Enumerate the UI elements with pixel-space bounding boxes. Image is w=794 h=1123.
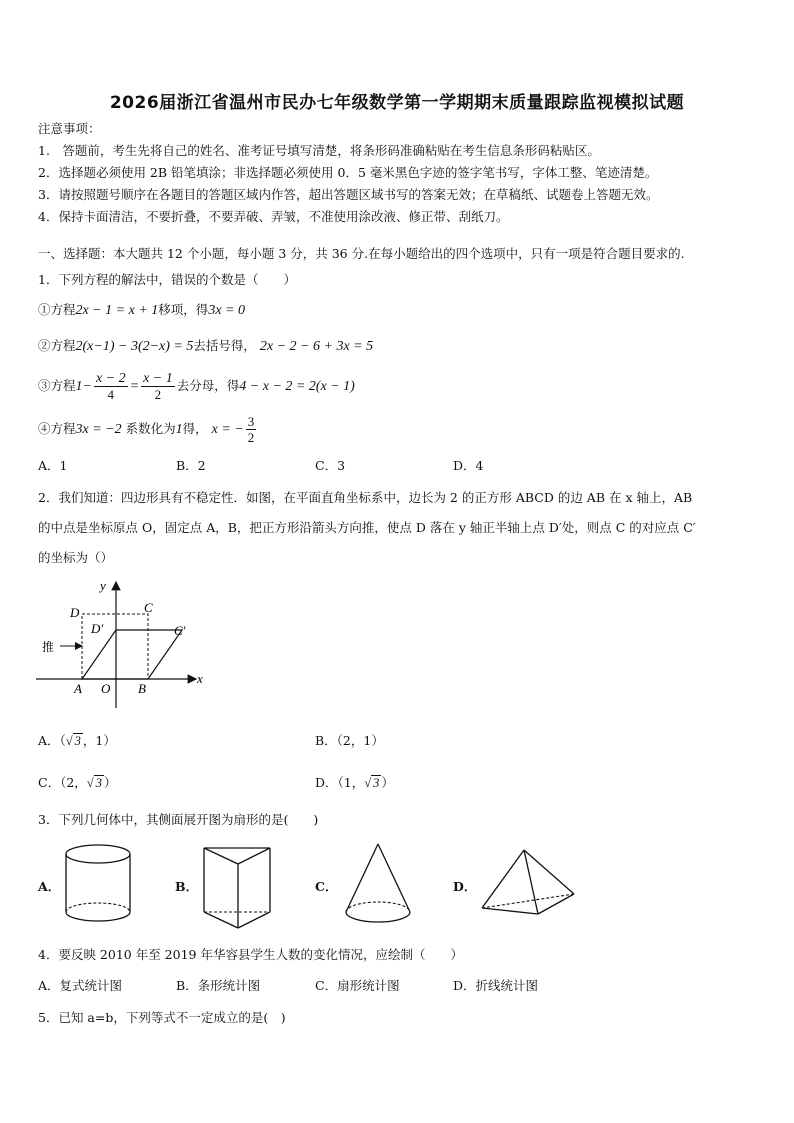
q1-s4-one: 1: [175, 422, 183, 437]
q2-line-3: 的坐标为（）: [38, 550, 114, 565]
sqrt-3: √ 3: [364, 776, 380, 790]
note-item-1: 1. 答题前，考生先将自己的姓名、准考证号填写清楚，将条形码准确粘贴在考生信息条形码粘贴区。: [38, 143, 600, 158]
q1-s4-equation: 3x = −2: [75, 422, 122, 437]
cylinder-figure: [62, 842, 138, 926]
q2-coordinate-figure: [34, 576, 214, 711]
q4-stem: 4．要反映 2010 年至 2019 年华容县学生人数的变化情况，应绘制（ ）: [38, 947, 463, 962]
q1-statement-4: [38, 411, 258, 448]
page-title: 2026届浙江省温州市民办七年级数学第一学期期末质量跟踪监视模拟试题: [109, 93, 685, 113]
notes-heading: 注意事项：: [38, 121, 101, 136]
q2-c-suffix: ）: [103, 775, 117, 790]
q1-s3-f2-num: x − 1: [143, 371, 173, 386]
q1-s3-eqsign: =: [129, 379, 140, 394]
q1-s1-mid: 移项，得: [158, 302, 209, 317]
q2-option-d[interactable]: [315, 775, 394, 791]
triangular-prism-figure: [198, 840, 278, 932]
q1-s1-result: 3x = 0: [208, 303, 245, 318]
q2-line-2: 的中点是坐标原点 O，固定点 A，B，把正方形沿箭头方向推，使点 D 落在 y 轴正半轴上点 D′处，则点 C 的对应点 C′: [38, 520, 696, 535]
note-item-4: 4．保持卡面清洁，不要折叠，不要弄破、弄皱，不准使用涂改液、修正带、刮纸刀。: [38, 209, 509, 224]
q2-option-b[interactable]: B．（2，1）: [315, 733, 384, 748]
q1-s2-result: 2x − 2 − 6 + 3x = 5: [259, 339, 374, 354]
q5-stem: 5．已知 a=b，下列等式不一定成立的是( ): [38, 1010, 286, 1025]
label-d: D: [70, 605, 80, 620]
q3-label-b[interactable]: B．: [175, 879, 199, 894]
q2-option-a[interactable]: [38, 733, 116, 749]
q1-option-d[interactable]: D．4: [453, 458, 484, 473]
q1-option-c[interactable]: C．3: [315, 458, 346, 473]
q1-s3-f1-num: x − 2: [95, 371, 126, 386]
q2-d-prefix: D．（1，: [315, 775, 365, 790]
label-d-prime: D′: [91, 621, 104, 636]
q1-s3-result: 4 − x − 2 = 2(x − 1): [239, 379, 355, 394]
q1-s3-fraction-2: [141, 371, 175, 402]
q1-s4-lhs: x = −: [211, 422, 244, 437]
label-x: x: [197, 671, 203, 686]
q1-s3-f1-den: 4: [107, 387, 115, 402]
q2-line-1: 2．我们知道：四边形具有不稳定性．如图，在平面直角坐标系中，边长为 2 的正方形 ABCD 的边 AB 在 x 轴上，AB: [38, 490, 693, 505]
q1-s3-lead: 1−: [75, 379, 92, 394]
label-c: C: [144, 600, 153, 615]
q1-s4-den: 2: [247, 430, 255, 445]
q2-d-radicand: 3: [373, 776, 380, 790]
q2-a-radicand: 3: [74, 734, 81, 748]
q1-s2-prefix: ②方程: [38, 338, 76, 353]
q1-s3-prefix: ③方程: [38, 378, 76, 393]
label-c-prime: C′: [174, 623, 186, 638]
q4-option-d[interactable]: D．折线统计图: [453, 978, 539, 993]
q2-a-suffix: ，1）: [82, 733, 116, 748]
q4-option-a[interactable]: A．复式统计图: [38, 978, 123, 993]
q1-s1-prefix: ①方程: [38, 302, 76, 317]
sqrt-3: √ 3: [86, 776, 102, 790]
label-b: B: [138, 681, 146, 696]
q1-s4-prefix: ④方程: [38, 421, 76, 436]
q2-c-prefix: C．（2，: [38, 775, 87, 790]
q3-label-a[interactable]: A．: [38, 879, 61, 894]
cone-figure: [340, 840, 416, 932]
q1-s4-after: 得，: [182, 421, 208, 436]
q3-stem: 3．下列几何体中，其侧面展开图为扇形的是( ): [38, 812, 319, 827]
note-item-2: 2．选择题必须使用 2B 铅笔填涂；非选择题必须使用 0．5 毫米黑色字迹的签字笔书写，字体工整、笔迹清楚。: [38, 165, 658, 180]
triangular-pyramid-figure: [478, 846, 578, 916]
sqrt-3: √ 3: [65, 734, 81, 748]
q2-c-radicand: 3: [95, 776, 102, 790]
q1-statement-1: [38, 302, 245, 319]
q2-a-prefix: A．（: [38, 733, 66, 748]
q1-statement-3: [38, 368, 355, 405]
q1-stem: 1．下列方程的解法中，错误的个数是（ ）: [38, 272, 296, 287]
q1-s3-f2-den: 2: [154, 387, 162, 402]
q1-s4-num: 3: [247, 414, 255, 429]
q1-s2-mid: 去括号得，: [193, 338, 256, 353]
q1-s2-equation: 2(x−1) − 3(2−x) = 5: [75, 339, 194, 354]
q1-statement-2: [38, 338, 373, 355]
q4-option-c[interactable]: C．扇形统计图: [315, 978, 400, 993]
q2-d-suffix: ）: [381, 775, 394, 790]
q1-s3-fraction-1: [94, 371, 128, 402]
q1-s3-mid: 去分母，得: [176, 378, 240, 393]
section-heading: 一、选择题：本大题共 12 个小题，每小题 3 分，共 36 分.在每小题给出的四个选项中，只有一项是符合题目要求的.: [38, 246, 685, 261]
q2-option-c[interactable]: [38, 775, 116, 791]
q3-label-c[interactable]: C．: [315, 879, 338, 894]
q1-s1-equation: 2x − 1 = x + 1: [75, 303, 159, 318]
label-y: y: [100, 578, 106, 593]
q1-s4-mid: 系数化为: [125, 421, 176, 436]
note-item-3: 3．请按照题号顺序在各题目的答题区域内作答，超出答题区域书写的答案无效；在草稿纸、试题卷上答题无效。: [38, 187, 659, 202]
q3-label-d[interactable]: D．: [453, 879, 477, 894]
label-push: 推: [42, 640, 55, 654]
label-a: A: [74, 681, 82, 696]
label-o: O: [101, 681, 111, 696]
q4-option-b[interactable]: B．条形统计图: [176, 978, 261, 993]
q1-s4-fraction: [246, 414, 257, 445]
parallelogram: [82, 630, 182, 679]
q1-option-b[interactable]: B．2: [176, 458, 206, 473]
q1-option-a[interactable]: A．1: [38, 458, 68, 473]
